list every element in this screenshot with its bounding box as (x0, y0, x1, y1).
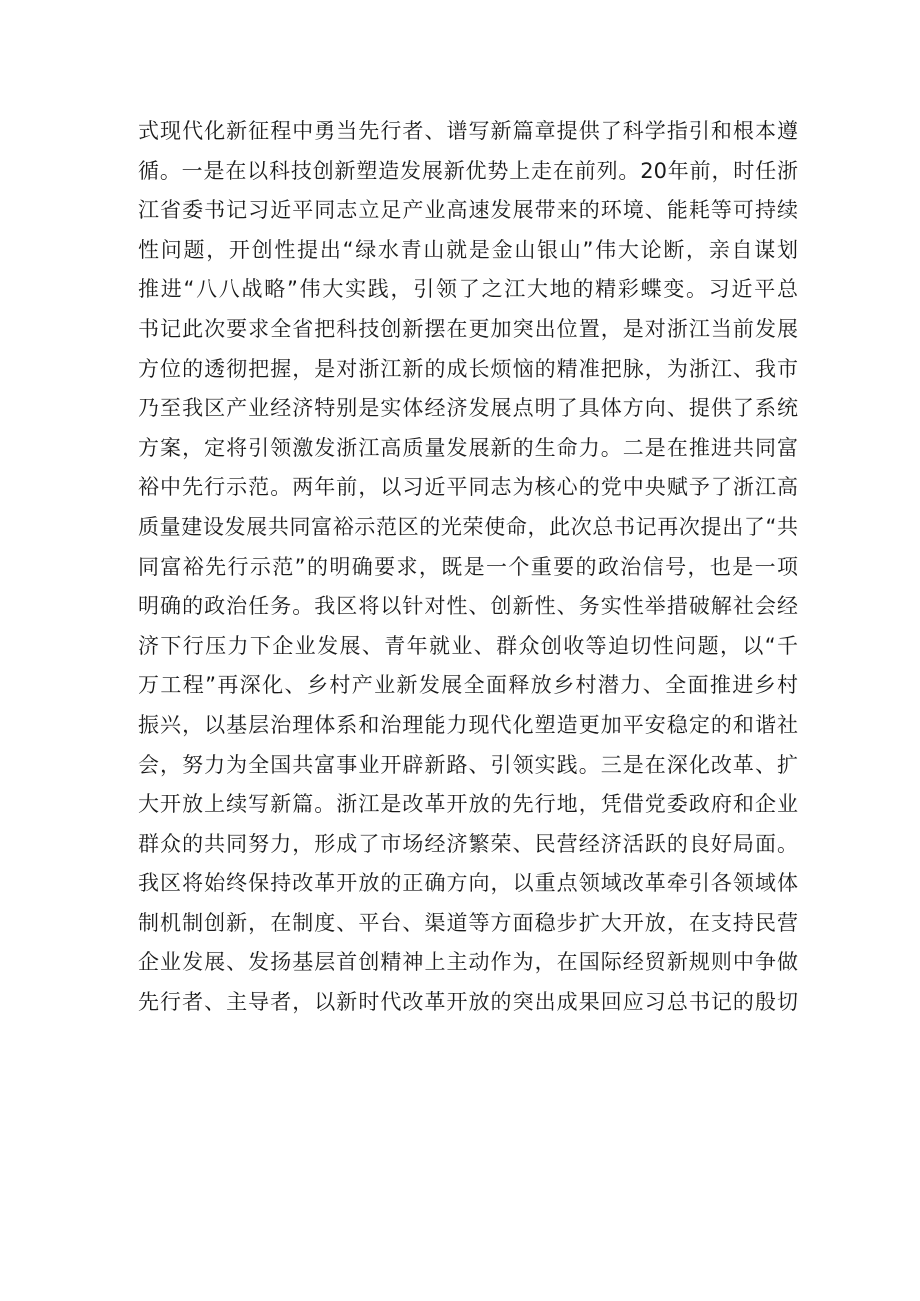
body-text (138, 112, 798, 1023)
text-line: 振兴，以基层治理体系和治理能力现代化塑造更加平安稳定的和谐社 (138, 712, 798, 737)
text-line: 明确的政治任务。我区将以针对性、创新性、务实性举措破解社会经 (138, 594, 798, 619)
text-line: 大开放上续写新篇。浙江是改革开放的先行地，凭借党委政府和企业 (138, 792, 798, 817)
text-line: 循。一是在以科技创新塑造发展新优势上走在前列。20年前，时任浙 (138, 158, 798, 183)
text-line: 性问题，开创性提出“绿水青山就是金山银山”伟大论断，亲自谋划 (138, 237, 798, 262)
text-line: 质量建设发展共同富裕示范区的光荣使命，此次总书记再次提出了“共 (138, 514, 798, 539)
text-line: 制机制创新，在制度、平台、渠道等方面稳步扩大开放，在支持民营 (138, 910, 798, 935)
text-line: 式现代化新征程中勇当先行者、谱写新篇章提供了科学指引和根本遵 (138, 119, 798, 143)
text-line: 方位的透彻把握，是对浙江新的成长烦恼的精准把脉，为浙江、我市 (138, 356, 798, 381)
text-line: 书记此次要求全省把科技创新摆在更加突出位置，是对浙江当前发展 (138, 316, 798, 341)
text-line: 万工程”再深化、乡村产业新发展全面释放乡村潜力、全面推进乡村 (138, 673, 798, 698)
text-line: 企业发展、发扬基层首创精神上主动作为，在国际经贸新规则中争做 (138, 950, 798, 975)
text-line: 群众的共同努力，形成了市场经济繁荣、民营经济活跃的良好局面。 (138, 831, 798, 856)
text-line: 推进“八八战略”伟大实践，引领了之江大地的精彩蝶变。习近平总 (138, 277, 798, 302)
text-line: 我区将始终保持改革开放的正确方向，以重点领域改革牵引各领域体 (138, 871, 798, 896)
text-line: 济下行压力下企业发展、青年就业、群众创收等迫切性问题，以“千 (138, 633, 798, 658)
text-line: 方案，定将引领激发浙江高质量发展新的生命力。二是在推进共同富 (138, 435, 798, 460)
text-line: 会，努力为全国共富事业开辟新路、引领实践。三是在深化改革、扩 (138, 752, 798, 777)
text-line: 同富裕先行示范”的明确要求，既是一个重要的政治信号，也是一项 (138, 554, 798, 579)
text-line: 裕中先行示范。两年前，以习近平同志为核心的党中央赋予了浙江高 (138, 475, 798, 500)
text-line: 乃至我区产业经济特别是实体经济发展点明了具体方向、提供了系统 (138, 396, 798, 421)
text-line: 江省委书记习近平同志立足产业高速发展带来的环境、能耗等可持续 (138, 198, 798, 223)
text-line: 先行者、主导者，以新时代改革开放的突出成果回应习总书记的殷切 (138, 990, 798, 1015)
